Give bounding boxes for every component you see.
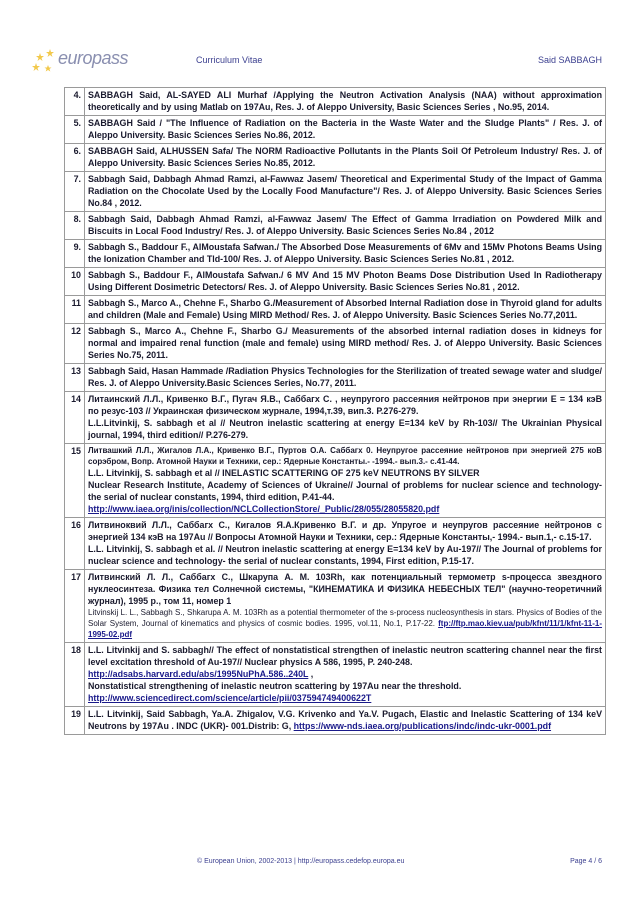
publication-row	[65, 240, 606, 268]
publication-row	[65, 570, 606, 643]
publication-text	[85, 707, 606, 735]
publication-line-cyrillic: Литвашкий Л.Л., Жигалов Л.А., Кривенко В.Г., Пуртов О.А. Саббагх 0. Неупругое рассеяние нейтронов при энергией 275 коВ сорэбром, Вопр. Атомной Науки и Техники, сер.: Ядерные Константы.- -1994.- вып.3.- с.41-44.	[88, 446, 602, 466]
publication-text	[85, 570, 606, 643]
publication-number: 9.	[65, 240, 85, 268]
publication-link[interactable]: http://www.iaea.org/inis/collection/NCLCollectionStore/_Public/28/055/28055820.pdf	[88, 504, 440, 514]
publication-row	[65, 707, 606, 735]
publication-text	[85, 240, 606, 268]
publication-line-english: L.L. Litvinkij, S. sabbagh et al. // Neutron inelastic scattering at energy E=134 keV by Au-197// The Journal of problems for nuclear science and technology- the serial of nuclear constants, 1994, First edition, P.15-17.	[88, 544, 602, 566]
publication-line: Sabbagh Said, Dabbagh Ahmad Ramzi, al-Fawwaz Jasem/ Theoretical and Experimental Study of the Impact of Gamma Radiation on the Chocolate Used by the Locally Food Manufacture"/ Res. J. of Aleppo University. Basic Sciences Series No.84 , 2012.	[88, 174, 602, 208]
publication-link[interactable]: http://adsabs.harvard.edu/abs/1995NuPhA.586..240L	[88, 669, 309, 679]
publication-row	[65, 88, 606, 116]
publication-line-english: L.L. Litvinkij, S. sabbagh et al // INELASTIC SCATTERING OF 275 keV NEUTRONS BY SILVER	[88, 468, 480, 478]
publication-line: Sabbagh S., Baddour F., AlMoustafa Safwan./ The Absorbed Dose Measurements of 6Mv and 15Mv Photons Beams Using the Ionization Chamber and Tld-100/ Res. J. of Aleppo University. Basic Sciences Series No.81 , 2012.	[88, 242, 602, 264]
publication-text	[85, 268, 606, 296]
publication-text	[85, 212, 606, 240]
publication-row	[65, 444, 606, 518]
publication-line-cyrillic: Литвинский Л. Л., Саббагх С., Шкарупа А. М. 103Rh, как потенциальный термометр s-процесса звездного нуклеосинтеза. Физика тел Солнечной системы, "КИНЕМАТИКА И ФИЗИКА НЕБЕСНЫХ ТЕЛ" (научно-теоретичний журнал), 1995 р., том 11, номер 1	[88, 572, 602, 606]
publication-row	[65, 392, 606, 444]
publication-line-cyrillic: Литвиноквий Л.Л., Саббагх С., Кигалов Я.А.Кривенко В.Г. и др. Упругое и неупругов рассеяние нейтронов с энергией 134 кэВ на 197Au // Вопросы Атомной Науки и Техники, сер.: Ядерные Константы,- 1994.- вып.1,- с.15-17.	[88, 520, 602, 542]
publication-row	[65, 212, 606, 240]
publication-text	[85, 324, 606, 364]
publication-number: 19	[65, 707, 85, 735]
publication-line: SABBAGH Said / "The Influence of Radiation on the Bacteria in the Waste Water and the Sludge Plants" / Res. J. of Aleppo University. Basic Sciences Series No.86, 2012.	[88, 118, 602, 140]
publication-number: 4.	[65, 88, 85, 116]
publication-text	[85, 392, 606, 444]
publication-row	[65, 643, 606, 707]
publication-number: 16	[65, 518, 85, 570]
publication-number: 11	[65, 296, 85, 324]
europass-logo: europass	[58, 48, 129, 68]
publication-line: L.L. Litvinkij and S. sabbagh// The effect of nonstatistical strengthen of inelastic neutron scattering channel near the first level excitation threshold of Au-197// Nuclear physics A 586, 1995, P. 240-248.	[88, 645, 602, 667]
publication-row	[65, 268, 606, 296]
publication-row	[65, 144, 606, 172]
publication-number: 13	[65, 364, 85, 392]
publication-link-line	[88, 668, 602, 680]
page-header	[0, 0, 638, 80]
publication-text	[85, 444, 606, 518]
publication-text	[85, 88, 606, 116]
publication-row	[65, 364, 606, 392]
publication-number: 6.	[65, 144, 85, 172]
publication-line: Sabbagh S., Baddour F., AlMoustafa Safwan./ 6 MV And 15 MV Photon Beams Dose Distribution Used In Radiotherapy Using Different Dosimetric Detectors/ Res. J. of Aleppo University. Basic Sciences Series No.81 , 2012.	[88, 270, 602, 292]
publication-line-subtitle: Nonstatistical strengthening of inelastic neutron scattering by 197Au near the threshold.	[88, 681, 462, 691]
publication-number: 14	[65, 392, 85, 444]
publication-text	[85, 116, 606, 144]
publication-text	[85, 144, 606, 172]
publication-line-english-text: Litvinskij L. L., Sabbagh S., Shkarupa A. M. 103Rh as a potential thermometer of the s-process nucleosynthesis in stars. Physics of Bodies of the Solar System, Journal of kinematics and physics of cosmic bodies. 1995, vol.11, No.1, P.17-22.	[88, 608, 602, 628]
publication-text	[85, 296, 606, 324]
footer-copyright: © European Union, 2002-2013 | http://europass.cedefop.europa.eu	[197, 858, 405, 865]
publication-number: 18	[65, 643, 85, 707]
publication-row	[65, 116, 606, 144]
publication-line: Sabbagh Said, Hasan Hammade /Radiation Physics Technologies for the Sterilization of treated sewage water and sludge/ Res. J. of Aleppo University.Basic Sciences Series, No.77, 2011.	[88, 366, 602, 388]
publication-line: SABBAGH Said, ALHUSSEN Safa/ The NORM Radioactive Pollutants in the Plants Soil Of Petroleum Industry/ Res. J. of Aleppo University. Basic Sciences Series No.85, 2012.	[88, 146, 602, 168]
publication-text	[85, 518, 606, 570]
publication-line-cyrillic: Литаинский Л.Л., Кривенко В.Г., Пугач Я.В., Саббагх С. , неупругого рассеяния нейтронов при энергии E = 134 кэВ по резус-103 // Украинская физическом журнале, 1994,т.39, вип.3. Р.276-279.	[88, 394, 602, 416]
publication-row	[65, 518, 606, 570]
publication-row	[65, 324, 606, 364]
publication-text	[85, 643, 606, 707]
publication-line: SABBAGH Said, AL-SAYED ALI Murhaf /Applying the Neutron Activation Analysis (NAA) without approximation theoretically and by using Matlab on 197Au, Res. J. of Aleppo University, Basic Sciences Series , No.95, 2014.	[88, 90, 602, 112]
page-number: Page 4 / 6	[570, 858, 602, 865]
publication-link[interactable]: http://www.sciencedirect.com/science/article/pii/037594749400622T	[88, 693, 372, 703]
publication-line: Sabbagh Said, Dabbagh Ahmad Ramzi, al-Fawwaz Jasem/ The Effect of Gamma Irradiation on Powdered Milk and Biscuits in Local Food Industry/ Res. J. of Aleppo University. Basic Sciences Series No.84 , 2012	[88, 214, 602, 236]
publication-line-english	[88, 607, 602, 640]
publication-row	[65, 296, 606, 324]
publication-number: 7.	[65, 172, 85, 212]
publication-number: 8.	[65, 212, 85, 240]
publication-line-journal: Nuclear Research Institute, Academy of Sciences of Ukraine// Journal of problems for nuclear science and technology- the serial of nuclear constants, 1994, third edition, P.41-44.	[88, 480, 602, 502]
publication-number: 10	[65, 268, 85, 296]
publication-text	[85, 364, 606, 392]
publication-number: 5.	[65, 116, 85, 144]
link-suffix: ,	[308, 669, 314, 679]
publication-text	[85, 172, 606, 212]
publication-link[interactable]: https://www-nds.iaea.org/publications/indc/indc-ukr-0001.pdf	[293, 721, 552, 731]
publication-line-english: L.L.Litvinkij, S. sabbagh et al // Neutron inelastic scattering at energy E=134 keV by Rh-103// The Ukrainian Physical journal, 1994, third edition// P.276-279.	[88, 418, 602, 440]
author-name: Said SABBAGH	[537, 55, 602, 65]
publication-number: 17	[65, 570, 85, 643]
publication-line: Sabbagh S., Marco A., Chehne F., Sharbo G./ Measurements of the absorbed internal radiation doses in kidneys for normal and impaired renal function (male and female) using MIRD method/ Res. J. of Aleppo University. Basic Sciences Series No.75, 2011.	[88, 326, 602, 360]
publications-table	[64, 87, 606, 735]
publication-row	[65, 172, 606, 212]
document-title: Curriculum Vitae	[196, 55, 263, 65]
publication-link[interactable]: ftp://ftp.mao.kiev.ua/pub/kfnt/11/1/kfnt-11-1-1995-02.pdf	[88, 619, 603, 639]
publication-line: L.L. Litvinkij, Said Sabbagh, Ya.A. Zhigalov, V.G. Krivenko and Ya.V. Pugach, Elastic and Inelastic Scattering of 134 keV Neutrons by 197Au . INDC (UKR)- 001.Distrib: G,	[88, 709, 602, 731]
publication-line: Sabbagh S., Marco A., Chehne F., Sharbo G./Measurement of Absorbed Internal Radiation dose in Thyroid gland for adults and children (Male and Female) Using MIRD Method/ Res. J. of Aleppo University. Basic Sciences Series No.77,2011.	[88, 298, 602, 320]
publication-number: 15	[65, 444, 85, 518]
publication-number: 12	[65, 324, 85, 364]
